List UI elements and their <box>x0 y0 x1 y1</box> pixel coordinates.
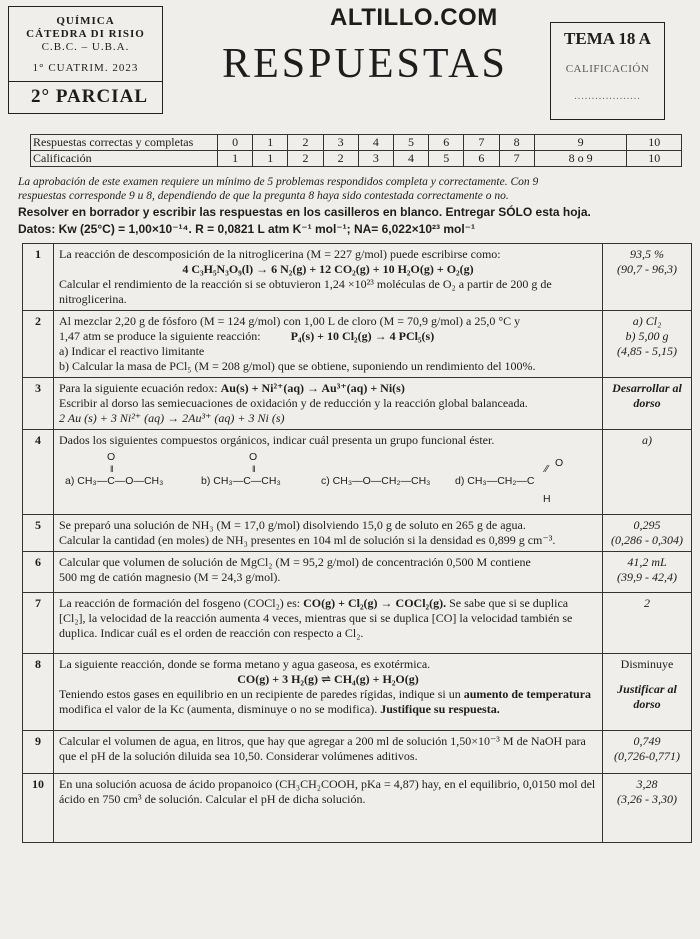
double-bond-b: ‖ <box>252 464 256 474</box>
problem-text <box>54 731 603 774</box>
problem-number: 7 <box>23 593 54 654</box>
score-cell: 6 <box>429 135 464 151</box>
problem-text <box>54 774 603 843</box>
organic-compounds <box>59 448 597 508</box>
answer-cell <box>603 311 692 378</box>
grade-label: CALIFICACIÓN <box>565 63 650 75</box>
answer-value: 2 <box>644 596 650 610</box>
score-cell: 7 <box>464 135 499 151</box>
answer-cell <box>603 731 692 774</box>
score-cell: 9 <box>534 135 627 151</box>
answer-cell <box>603 430 692 515</box>
problem-row <box>23 311 692 378</box>
problem-line-part: Se sabe que si se duplica [Cl₂], la velocidad de la reacción aumenta 4 veces, mientras que si se duplica [CO] la velocidad también se duplica. Indicar cuál es el orden de reacción con respecto a Cl₂. <box>59 596 573 640</box>
compound-b: b) CH₃—C—CH₃ <box>201 475 281 487</box>
answer-value: Desarrollar al dorso <box>612 381 682 410</box>
problem-line-part: Teniendo estos gases en equilibrio en un recipiente de paredes rígidas, indique si un <box>59 687 461 701</box>
answer-value: 41,2 mL <box>627 555 667 569</box>
problem-number: 1 <box>23 244 54 311</box>
answer-value: a) Cl₂ <box>632 314 662 328</box>
problem-solution: 2 Au (s) + 3 Ni²⁺ (aq) → 2Au³⁺ (aq) + 3 Ni (s) <box>59 411 285 425</box>
problem-line: Calcular la cantidad (en moles) de NH₃ presentes en 104 ml de solución si la densidad es 0,899 g cm⁻³. <box>59 533 556 547</box>
problem-equation: 4 C₃H₅N₃O₉(l) → 6 N₂(g) + 12 CO₂(g) + 10 H₂O(g) + O₂(g) <box>182 262 474 276</box>
site-watermark: ALTILLO.COM <box>330 4 498 31</box>
header-course-box <box>8 6 163 114</box>
course-chair: CÁTEDRA DI RISIO <box>26 28 145 40</box>
data-constants <box>18 222 688 237</box>
problem-line: Calcular que volumen de solución de MgCl₂ (M = 95,2 g/mol) de concentración 0,500 M contiene <box>59 555 531 569</box>
problem-emphasis: Justifique su respuesta. <box>380 702 500 716</box>
carbonyl-o-a: O <box>107 451 116 463</box>
score-cell: 8 <box>499 135 534 151</box>
problem-line: Calcular el volumen de agua, en litros, que hay que agregar a 200 ml de solución 1,50×10⁻³ M de NaOH para que el pH de la solución diluida sea 10,50. Considerar volúmenes aditivos. <box>59 734 586 763</box>
exam-topic: TEMA 18 A <box>564 29 651 48</box>
problem-number: 5 <box>23 515 54 552</box>
problem-number: 8 <box>23 654 54 731</box>
exam-name: 2° PARCIAL <box>9 81 162 108</box>
problem-number: 10 <box>23 774 54 843</box>
score-cell: 5 <box>429 151 464 167</box>
problem-line: a) Indicar el reactivo limitante <box>59 344 205 358</box>
answer-cell <box>603 515 692 552</box>
compound-c: c) CH₃—O—CH₂—CH₃ <box>321 475 431 487</box>
carbonyl-o-d: O <box>555 457 564 469</box>
problem-line <box>59 381 597 396</box>
problem-row <box>23 731 692 774</box>
score-row-label: Calificación <box>31 151 218 167</box>
problem-number: 2 <box>23 311 54 378</box>
problem-line: La reacción de descomposición de la nitroglicerina (M = 227 g/mol) puede escribirse como: <box>59 247 501 261</box>
instructions-line-2: respuestas corresponde 9 u 8, dependiendo de que la pregunta 8 haya sido contestada correctamente o no. <box>18 190 509 202</box>
score-cell: 2 <box>323 151 358 167</box>
answer-range: (3,26 - 3,30) <box>617 792 677 806</box>
score-row-grade <box>31 151 682 167</box>
problems-table <box>22 243 692 843</box>
problem-row <box>23 244 692 311</box>
problem-line: b) Calcular la masa de PCl₅ (M = 208 g/mol) que se obtiene, suponiendo un rendimiento del 100%. <box>59 359 536 373</box>
problem-number: 6 <box>23 552 54 593</box>
score-row-label: Respuestas correctas y completas <box>31 135 218 151</box>
answer-range: (0,726-0,771) <box>614 749 680 763</box>
problem-text <box>54 244 603 311</box>
score-cell: 3 <box>323 135 358 151</box>
score-cell: 5 <box>393 135 428 151</box>
problem-equation: CO(g) + Cl₂(g) → COCl₂(g). <box>303 596 447 610</box>
answer-cell <box>603 244 692 311</box>
problem-number: 4 <box>23 430 54 515</box>
problem-text <box>54 654 603 731</box>
problem-line-part: modifica el valor de la Kc (aumenta, disminuye o no se modifica). <box>59 702 378 716</box>
problem-emphasis: aumento de temperatura <box>463 687 592 701</box>
problem-row <box>23 552 692 593</box>
score-cell: 4 <box>393 151 428 167</box>
carbonyl-o-b: O <box>249 451 258 463</box>
score-cell: 2 <box>288 151 323 167</box>
answer-cell <box>603 654 692 731</box>
score-cell: 1 <box>253 151 288 167</box>
answer-cell <box>603 774 692 843</box>
answer-range: (39,9 - 42,4) <box>617 570 677 584</box>
answer-value: 0,749 <box>633 734 661 748</box>
answer-value: 0,295 <box>633 518 661 532</box>
answer-cell <box>603 593 692 654</box>
problem-line <box>59 329 597 344</box>
problem-line: Escribir al dorso las semiecuaciones de oxidación y de reducción y la reacción global balanceada. <box>59 396 528 410</box>
score-row-correct <box>31 135 682 151</box>
answer-cell <box>603 378 692 430</box>
problem-line: Dados los siguientes compuestos orgánicos, indicar cuál presenta un grupo funcional éster. <box>59 433 495 447</box>
answer-note: Justificar al dorso <box>617 682 677 711</box>
answer-range: (4,85 - 5,15) <box>617 344 677 358</box>
score-cell: 6 <box>464 151 499 167</box>
score-cell: 8 o 9 <box>534 151 627 167</box>
problem-line: Se preparó una solución de NH₃ (M = 17,0 g/mol) disolviendo 15,0 g de soluto en 265 g de agua. <box>59 518 526 532</box>
problem-equation: CO(g) + 3 H₂(g) ⇌ CH₄(g) + H₂O(g) <box>237 672 419 686</box>
problem-line: Al mezclar 2,20 g de fósforo (M = 124 g/mol) con 1,00 L de cloro (M = 70,9 g/mol) a 25,0 °C y <box>59 314 521 328</box>
score-cell: 3 <box>358 151 393 167</box>
score-cell: 10 <box>627 135 682 151</box>
problem-line-part: Para la siguiente ecuación redox: <box>59 381 218 395</box>
problem-line: En una solución acuosa de ácido propanoico (CH₃CH₂COOH, pKa = 4,87) hay, en el equilibrio, 0,0150 mol del ácido en 750 cm³ de solución. Calcular el pH de dicha solución. <box>59 777 596 806</box>
double-bond-a: ‖ <box>110 464 114 474</box>
double-bond-d: ⁄⁄ <box>545 464 549 475</box>
compound-d: d) CH₃—CH₂—C <box>455 475 535 487</box>
problem-equation: Au(s) + Ni²⁺(aq) → Au³⁺(aq) + Ni(s) <box>220 381 405 395</box>
problem-line: Calcular el rendimiento de la reacción si se obtuvieron 1,24 ×10²³ moléculas de O₂ a partir de 200 g de nitroglicerina. <box>59 277 552 306</box>
score-cell: 1 <box>218 151 253 167</box>
problem-line <box>59 596 597 641</box>
answer-range: (90,7 - 96,3) <box>617 262 677 276</box>
answer-value: Disminuye <box>620 657 674 671</box>
problem-row <box>23 774 692 843</box>
score-cell: 10 <box>627 151 682 167</box>
course-institution: C.B.C. – U.B.A. <box>41 41 130 53</box>
answer-value: 3,28 <box>636 777 658 791</box>
answer-value: 93,5 % <box>630 247 664 261</box>
problem-line <box>59 687 597 717</box>
score-cell: 2 <box>288 135 323 151</box>
compound-a: a) CH₃—C—O—CH₃ <box>65 475 164 487</box>
problem-line: La siguiente reacción, donde se forma metano y agua gaseosa, es exotérmica. <box>59 657 431 671</box>
aldehyde-h: H <box>543 493 551 505</box>
problem-row <box>23 654 692 731</box>
answer-value: b) 5,00 g <box>625 329 669 343</box>
answer-range: (0,286 - 0,304) <box>611 533 683 547</box>
problem-row <box>23 430 692 515</box>
problem-text <box>54 311 603 378</box>
problem-text <box>54 552 603 593</box>
problem-text <box>54 430 603 515</box>
instructions-bold: Resolver en borrador y escribir las respuestas en los casilleros en blanco. Entregar SÓLO esta hoja. <box>18 205 591 219</box>
score-cell: 1 <box>253 135 288 151</box>
course-term: 1° CUATRIM. 2023 <box>32 62 139 74</box>
problem-row <box>23 515 692 552</box>
problem-text <box>54 593 603 654</box>
problem-line-part: La reacción de formación del fosgeno (COCl₂) es: <box>59 596 301 610</box>
course-subject: QUÍMICA <box>56 15 115 27</box>
instructions-line-1: La aprobación de este examen requiere un mínimo de 5 problemas respondidos completa y correctamente. Con 9 <box>18 176 539 188</box>
header-grade-box <box>550 22 665 120</box>
problem-number: 3 <box>23 378 54 430</box>
grade-blank: ................... <box>574 91 641 102</box>
problem-text <box>54 515 603 552</box>
data-constants-text: Datos: Kw (25°C) = 1,00×10⁻¹⁴. R = 0,0821 L atm K⁻¹ mol⁻¹; NA= 6,022×10²³ mol⁻¹ <box>18 222 476 236</box>
answer-cell <box>603 552 692 593</box>
answer-value: a) <box>642 433 652 447</box>
problem-text <box>54 378 603 430</box>
score-table <box>30 134 682 167</box>
problem-number: 9 <box>23 731 54 774</box>
page-title: RESPUESTAS <box>222 41 508 87</box>
problem-equation: P₄(s) + 10 Cl₂(g) → 4 PCl₅(s) <box>290 329 435 343</box>
problem-row <box>23 593 692 654</box>
problem-line: 500 mg de catión magnesio (M = 24,3 g/mol). <box>59 570 281 584</box>
score-cell: 7 <box>499 151 534 167</box>
score-cell: 0 <box>218 135 253 151</box>
score-cell: 4 <box>358 135 393 151</box>
problem-line-part: 1,47 atm se produce la siguiente reacción: <box>59 329 261 343</box>
problem-row <box>23 378 692 430</box>
